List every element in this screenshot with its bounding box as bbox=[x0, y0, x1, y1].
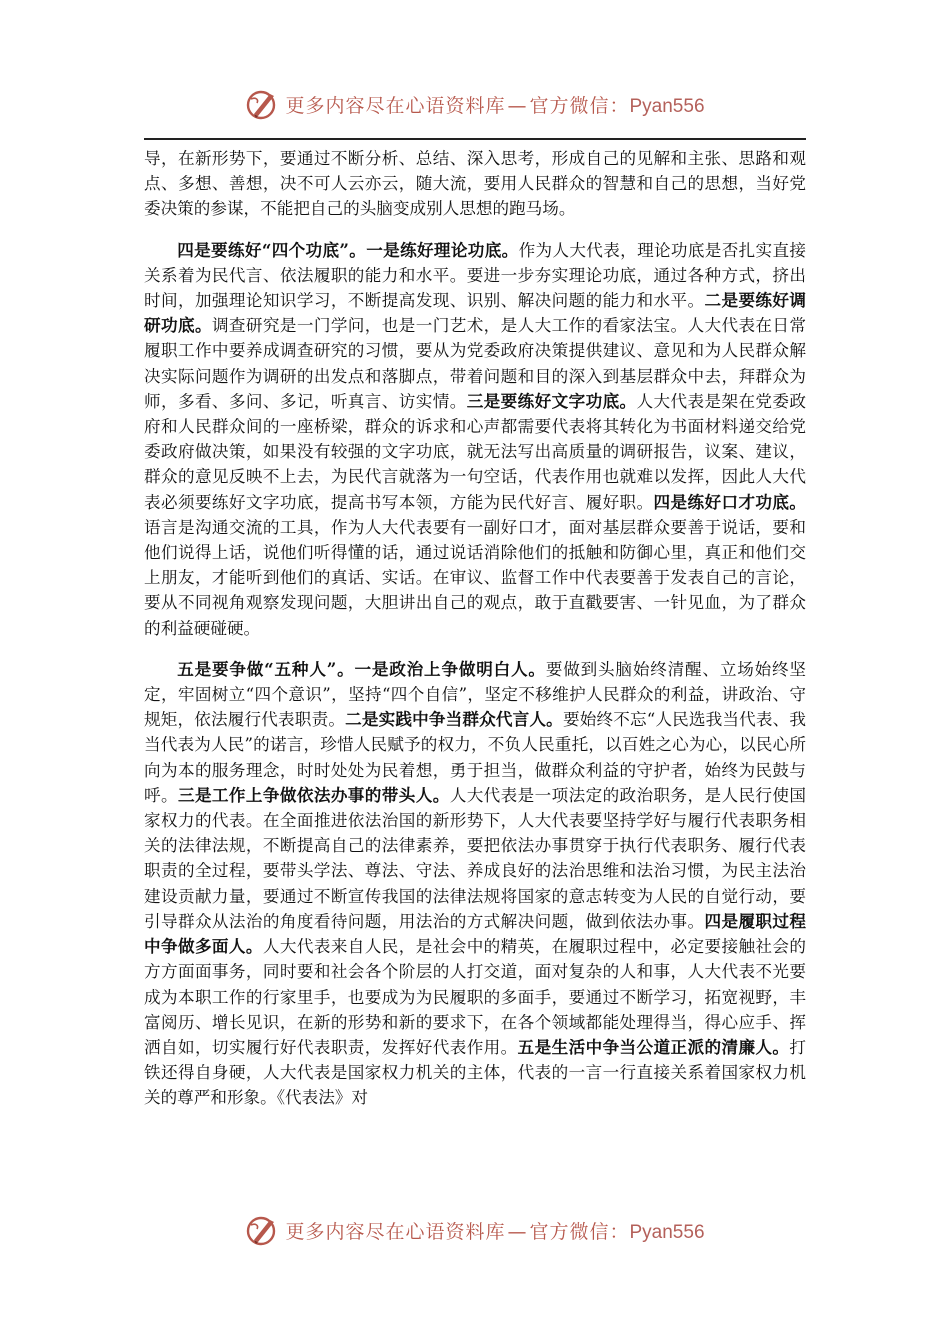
bold-heading: 三是要练好文字功底。 bbox=[466, 390, 637, 411]
text-run: 人大代表来自人民，是社会中的精英，在履职过程中，必定要接触社会的方方面面事务，同时要和社会各个阶层的人打交道，面对复杂的人和事，人大代表不光要成为本职工作的行家里手，也要成为为民履职的多面手，要通过不断学习，拓宽视野，丰富阅历、增长见识，在新的形势和新的要求下，在各个领域都能处理得当，得心应手、挥洒自如，切实履行好代表职责，发挥好代表作用。 bbox=[144, 937, 806, 1057]
bold-heading: 四是练好口才功底。 bbox=[653, 491, 806, 512]
text-run: 导，在新形势下，要通过不断分析、总结、深入思考，形成自己的见解和主张、思路和观点、多想、善想，决不可人云亦云，随大流，要用人民群众的智慧和自己的思想，当好党委决策的参谋，不能把自己的头脑变成别人思想的跑马场。 bbox=[144, 149, 806, 219]
bold-heading: 二是要练好调研功底。 bbox=[144, 290, 806, 336]
header-brand: 更多内容尽在心语资料库 bbox=[285, 94, 506, 117]
header-text bbox=[285, 91, 704, 118]
footer-separator: — bbox=[507, 1220, 528, 1243]
text-run: 要始终不忘“人民选我当代表、我当代表为人民”的诺言，珍惜人民赋予的权力，不负人民重托，以百姓之心为心，以民心所向为本的服务理念，时时处处为民着想，勇于担当，做群众利益的守护者，始终为民鼓与呼。 bbox=[144, 710, 807, 805]
header-wechat-id: Pyan556 bbox=[629, 95, 705, 117]
bold-heading: 四是履职过程中争做多面人。 bbox=[144, 910, 806, 957]
header-separator: — bbox=[507, 94, 528, 117]
text-run: 语言是沟通交流的工具，作为人大代表要有一副好口才，面对基层群众要善于说话，要和他们说得上话，说他们听得懂的话，通过说话消除他们的抵触和防御心里，真正和他们交上朋友，才能听到他们的真话、实话。在审议、监督工作中代表要善于发表自己的言论，要从不同视角观察发现问题，大胆讲出自己的观点，敢于直戳要害、一针见血，为了群众的利益硬碰硬。 bbox=[144, 517, 806, 638]
bold-heading: 二是实践中争当群众代言人。 bbox=[345, 709, 563, 730]
pen-logo-icon bbox=[245, 1213, 279, 1247]
footer-brand: 更多内容尽在心语资料库 bbox=[285, 1220, 506, 1243]
text-run: 作为人大代表，理论功底是否扎实直接关系着为民代言、依法履职的能力和水平。要进一步夯实理论功底，通过各种方式，挤出时间，加强理论知识学习，不断提高发现、识别、解决问题的能力和水平。 bbox=[144, 240, 807, 311]
text-run: 要做到头脑始终清醒、立场始终坚定，牢固树立“四个意识”，坚持“四个自信”，坚定不移维护人民群众的利益，讲政治、守规矩，依法履行代表职责。 bbox=[144, 659, 807, 730]
footer-wechat-label: 官方微信： bbox=[529, 1220, 630, 1243]
text-run: 人大代表是一项法定的政治职务，是人民行使国家权力的代表。在全面推进依法治国的新形势下，人大代表要坚持学好与履行代表职务相关的法律法规，不断提高自己的法律素养，要把依法办事贯穿于执行代表职务、履行代表职责的全过程，要带头学法、尊法、守法、养成良好的法治思维和法治习惯，为民主法治建设贡献力量，要通过不断宣传我国的法律法规将国家的意志转变为人民的自觉行动，要引导群众从法治的角度看待问题，用法治的方式解决问题，做到依法办事。 bbox=[144, 785, 806, 931]
paragraph-five-types bbox=[144, 657, 806, 1111]
bold-heading: 四是要练好“四个功底”。一是练好理论功底。 bbox=[177, 239, 519, 260]
text-run: 人大代表是架在党委政府和人民群众间的一座桥梁，群众的诉求和心声都需要代表将其转化为书面材料递交给党委政府做决策，如果没有较强的文字功底，就无法写出高质量的调研报告，议案、建议，群众的意见反映不上去，为民代言就落为一句空话，代表作用也就难以发挥，因此人大代表必须要练好文字功底，提高书写本领，方能为民代好言、履好职。 bbox=[144, 391, 806, 512]
text-run: 调查研究是一门学问，也是一门艺术，是人大工作的看家法宝。人大代表在日常履职工作中要养成调查研究的习惯，要从为党委政府决策提供建议、意见和为人民群众解决实际问题作为调研的出发点和落脚点，带着问题和目的深入到基层群众中去，拜群众为师，多看、多问、多记，听真言、访实情。 bbox=[144, 316, 806, 411]
bold-heading: 五是生活中争当公道正派的清廉人。 bbox=[517, 1036, 790, 1057]
footer-banner bbox=[0, 1210, 950, 1250]
text-run: 打铁还得自身硬，人大代表是国家权力机关的主体，代表的一言一行直接关系着国家权力机关的尊严和形象。《代表法》对 bbox=[144, 1037, 806, 1108]
pen-logo-icon bbox=[245, 87, 279, 121]
header-divider bbox=[144, 138, 806, 140]
bold-heading: 三是工作上争做依法办事的带头人。 bbox=[177, 784, 450, 805]
footer-wechat-id: Pyan556 bbox=[629, 1221, 705, 1243]
footer-text bbox=[285, 1217, 704, 1244]
header-wechat-label: 官方微信： bbox=[529, 94, 630, 117]
paragraph-four-foundations bbox=[144, 238, 806, 641]
bold-heading: 五是要争做“五种人”。一是政治上争做明白人。 bbox=[177, 658, 546, 679]
paragraph-continuation bbox=[144, 146, 806, 222]
document-body bbox=[144, 146, 806, 1127]
header-banner bbox=[0, 84, 950, 124]
